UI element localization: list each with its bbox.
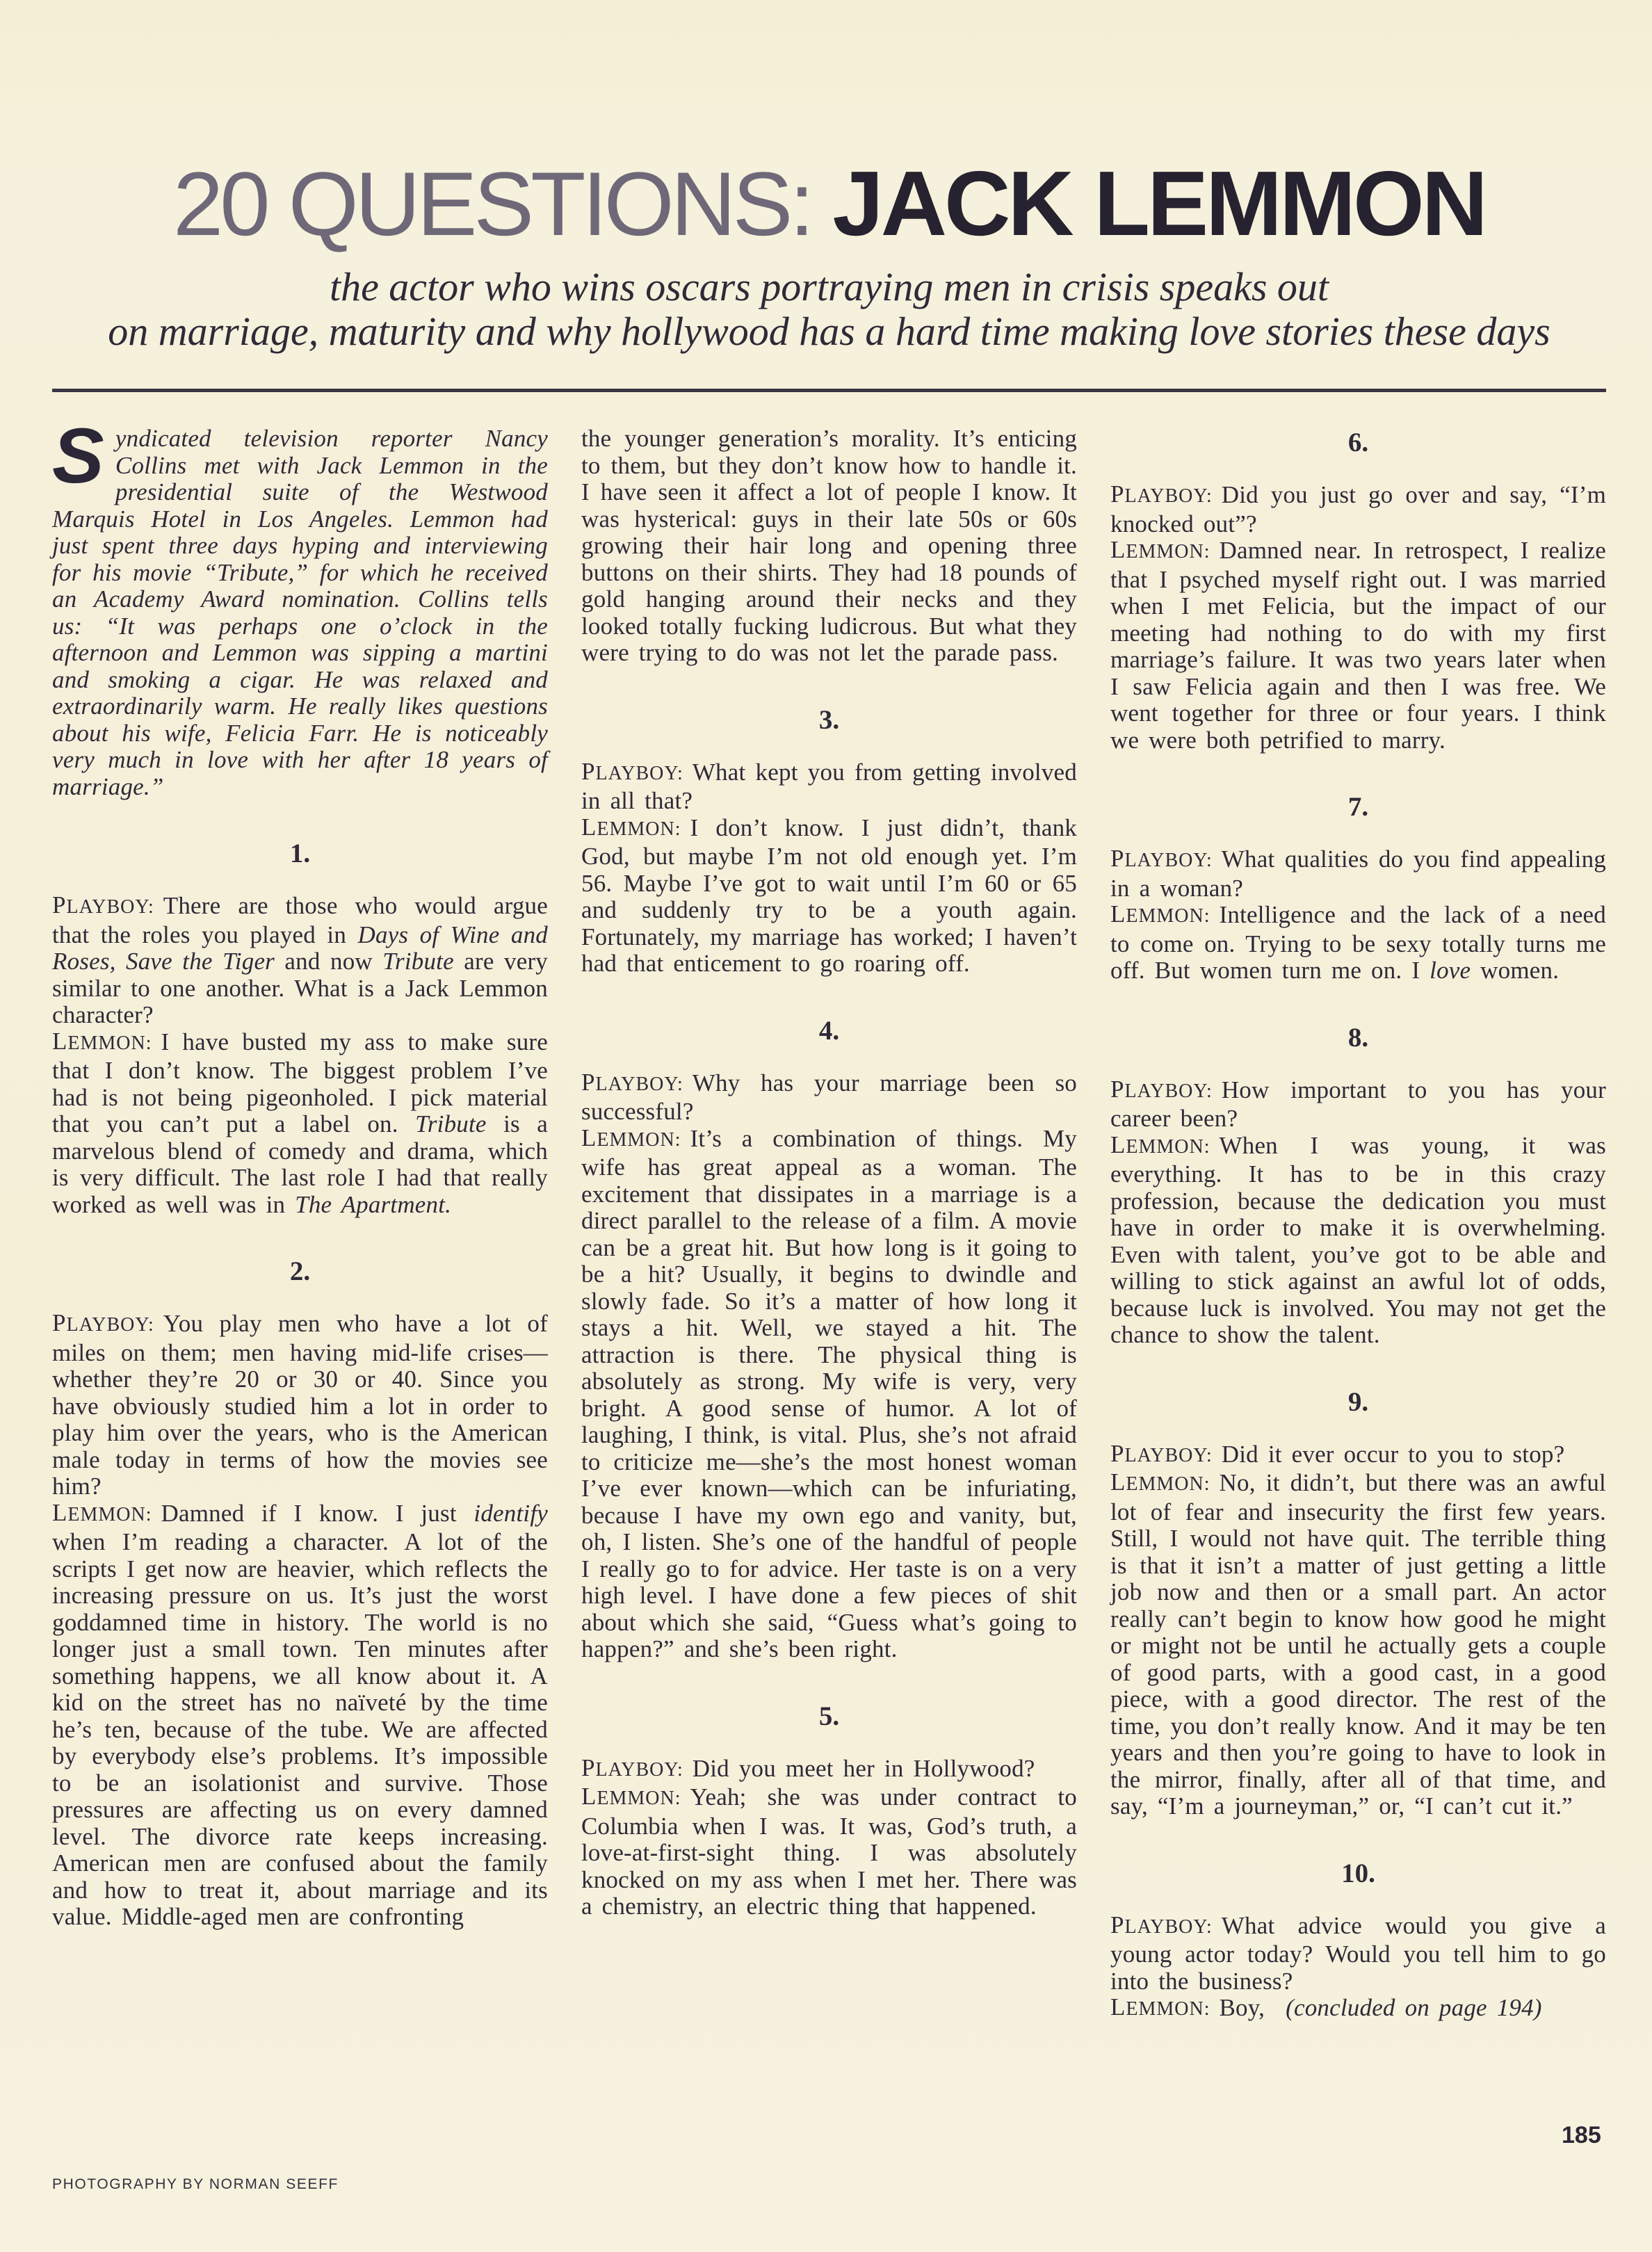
text-run: What kept you from getting involved in all that? — [581, 758, 1077, 815]
qa-paragraph — [581, 815, 1077, 978]
italic-run: yndicated television reporter Nancy Collins met with Jack Lemmon in the presidential suite of the Westwood Marquis Hotel in Los Angeles. Lemmon had just spent three days hyping and interviewing for his movie “Tribute,” for which he received an Academy Award nomination. Collins tells us: “It was perhaps one o’clock in the afternoon and Lemmon was sipping a martini and smoking a cigar. He was relaxed and extraordinarily warm. He really likes questions about his wife, Felicia Farr. He is noticeably very much in love with her after 18 years of marriage.” — [52, 425, 548, 800]
header-divider — [52, 389, 1606, 392]
italic-run: love — [1430, 957, 1471, 985]
qa-paragraph — [1110, 1441, 1606, 1471]
speaker-label: PLAYBOY: — [52, 891, 154, 919]
column-3 — [1110, 426, 1606, 2160]
text-run: I don’t know. I just didn’t, thank God, but maybe I’m not old enough yet. I’m 56. Maybe I’ve got to wait until I’m 60 or 65 and suddenly try to be a youth again. Fortunately, my marriage has worked; I haven’t had that enticement to go roaring off. — [581, 813, 1077, 978]
question-number: 7. — [1347, 792, 1369, 823]
text-run: What advice would you give a young actor today? Would you tell him to go into the business? — [1110, 1911, 1606, 1995]
article-header — [52, 15, 1606, 392]
qa-paragraph — [1110, 846, 1606, 902]
speaker-label: LEMMON: — [1110, 1993, 1210, 2021]
text-run: Why has your marriage been so successful? — [581, 1069, 1077, 1126]
speaker-label: LEMMON: — [581, 1783, 681, 1810]
question-number: 5. — [818, 1701, 840, 1731]
qa-paragraph — [1110, 1133, 1606, 1349]
question-number: 3. — [818, 704, 840, 735]
qa-paragraph — [581, 759, 1077, 815]
italic-run: Days of Wine and Roses, Save the Tiger — [52, 921, 548, 975]
qa-paragraph — [581, 1784, 1077, 1920]
text-run: It’s a combination of things. My wife has great appeal as a woman. The excitement that dissipates in a marriage is a direct parallel to the release of a film. A movie can be a great hit. But how long is it going to be a hit? Usually, it begins to dwindle and slowly fade. So it’s a matter of how long it stays a hit. Well, we stayed a hit. The attraction is there. The physical thing is absolutely as strong. My wife is very, very bright. A good sense of humor. A lot of laughing, I think, is vital. Plus, she’s not afraid to criticize me—she’s the most honest woman I’ve ever known—which can be infuriating, because I have my own ego and vanity, but, oh, I listen. She’s one of the handful of people I really go to for advice. Her taste is on a very high level. I have done a few pieces of shit about which she said, “Guess what’s going to happen?” and she’s been right. — [581, 1124, 1077, 1663]
title-name: JACK LEMMON — [832, 152, 1486, 255]
speaker-label: LEMMON: — [1110, 536, 1210, 564]
qa-paragraph — [581, 1753, 1077, 1785]
question-number: 8. — [1347, 1022, 1369, 1053]
speaker-label: LEMMON: — [581, 813, 681, 841]
speaker-label: PLAYBOY: — [581, 757, 683, 785]
speaker-label: PLAYBOY: — [581, 1753, 683, 1781]
qa-paragraph — [1110, 537, 1606, 754]
text-run: Yeah; she was under contract to Columbia when I was. It was, God’s truth, a love-at-first-sight thing. I was absolutely knocked on my ass when I met her. There was a chemistry, an electric thing that happened. — [581, 1783, 1077, 1920]
text-run: is a marvelous blend of comedy and drama, which is very difficult. The last role I had that really worked as well was in — [52, 1110, 548, 1218]
speaker-label: PLAYBOY: — [1110, 1075, 1213, 1103]
text-run: There are those who would argue that the roles you played in — [52, 892, 548, 948]
qa-paragraph — [1110, 902, 1606, 985]
qa-paragraph — [52, 1311, 548, 1500]
qa-paragraph — [1110, 1077, 1606, 1133]
qa-paragraph — [1110, 1995, 1606, 2024]
text-run: What qualities do you find appealing in a woman? — [1110, 845, 1606, 902]
text-run: women. — [1471, 957, 1560, 985]
question-number: 4. — [818, 1015, 840, 1046]
text-run: the younger generation’s morality. It’s enticing to them, but they don’t know how to handle it. I have seen it affect a lot of people I know. It was hysterical: guys in their late 50s or 60s growing their hair long and opening three buttons on their shirts. They had 18 pounds of gold hanging around their necks and they looked totally fucking ludicrous. But what they were trying to do was not let the parade pass. — [581, 425, 1077, 667]
speaker-label: PLAYBOY: — [1110, 1439, 1213, 1467]
question-number: 6. — [1347, 428, 1369, 458]
italic-run: The Apartment. — [295, 1190, 452, 1218]
text-run: Did it ever occur to you to stop? — [1221, 1440, 1565, 1468]
speaker-label: LEMMON: — [1110, 900, 1210, 928]
title-prefix: 20 QUESTIONS: — [172, 153, 811, 255]
qa-paragraph — [1110, 1470, 1606, 1820]
speaker-label: LEMMON: — [52, 1027, 152, 1055]
text-run: Did you just go over and say, “I’m knocked out”? — [1110, 481, 1606, 537]
intro-paragraph — [52, 412, 548, 800]
question-number: 2. — [289, 1256, 311, 1287]
continued-paragraph — [581, 426, 1077, 667]
qa-paragraph — [581, 1126, 1077, 1663]
qa-paragraph — [581, 1070, 1077, 1126]
qa-paragraph — [52, 1029, 548, 1219]
qa-paragraph — [1110, 482, 1606, 537]
text-run: Intelligence and the lack of a need to come on. Trying to be sexy totally turns me off. But women turn me on. I — [1110, 901, 1606, 985]
question-number: 1. — [289, 839, 311, 869]
page-content — [52, 0, 1606, 2160]
text-run: and now — [275, 948, 383, 975]
qa-paragraph — [52, 1500, 548, 1931]
italic-run: Tribute — [382, 948, 454, 975]
speaker-label: PLAYBOY: — [1110, 480, 1213, 508]
text-run: When I was young, it was everything. It has to be in this crazy profession, because the dedication you must have in order to make it is overwhelming. Even with talent, you’ve got to be able and willing to stick against an awful lot of odds, because luck is involved. You may not get the chance to show the talent. — [1110, 1131, 1606, 1349]
speaker-label: PLAYBOY: — [1110, 845, 1213, 873]
subtitle-line-1: the actor who wins oscars portraying men in crisis speaks out — [329, 264, 1329, 310]
article-body — [52, 412, 1606, 2160]
text-run: How important to you has your career been? — [1110, 1076, 1606, 1133]
italic-run: (concluded on page 194) — [1286, 1994, 1542, 2022]
text-run: when I’m reading a character. A lot of the scripts I get now are heavier, which reflects the increasing pressure on us. It’s just the worst goddamned time in history. The world is no longer just a small town. Ten minutes after something happens, we all know about it. A kid on the street has no naïveté by the time he’s ten, because of the tube. We are affected by everybody else’s problems. It’s impossible to be an isolationist and survive. Those pressures are affecting us on every damned level. The divorce rate keeps increasing. American men are confused about the family and how to treat it, about marriage and its value. Middle-aged men are confronting — [52, 1528, 548, 1931]
text-run: Did you meet her in Hollywood? — [692, 1754, 1035, 1782]
photo-credit: PHOTOGRAPHY BY NORMAN SEEFF — [52, 2176, 339, 2192]
page-number: 185 — [1562, 2122, 1601, 2148]
speaker-label: PLAYBOY: — [52, 1309, 154, 1337]
text-run: Boy, — [1219, 1994, 1265, 2022]
speaker-label: LEMMON: — [1110, 1468, 1210, 1496]
italic-run: Tribute — [415, 1110, 487, 1138]
article-title — [52, 15, 1606, 255]
subtitle-line-2: on marriage, maturity and why hollywood has a hard time making love stories these days — [108, 309, 1550, 355]
italic-run: identify — [473, 1499, 548, 1527]
text-run: No, it didn’t, but there was an awful lot of fear and insecurity the first few years. Still, I would not have quit. The terrible thing is that it isn’t a matter of just getting a little job now and then or a small part. An actor really can’t begin to know how good he might or might not be until he actually gets a couple of good parts, with a good cast, in a good piece, with a good director. The rest of the time, you don’t really know. And it may be ten years and then you’re going to have to look in the mirror, finally, after all of that time, and say, “I’m a journeyman,” or, “I can’t cut it.” — [1110, 1469, 1606, 1820]
speaker-label: PLAYBOY: — [581, 1068, 683, 1096]
question-number: 9. — [1347, 1386, 1369, 1417]
speaker-label: LEMMON: — [1110, 1131, 1210, 1158]
qa-paragraph — [52, 893, 548, 1029]
text-run: I have busted my ass to make sure that I don’t know. The biggest problem I’ve had is not being pigeonholed. I pick material that you can’t put a label on. — [52, 1028, 548, 1138]
speaker-label: LEMMON: — [581, 1124, 681, 1151]
drop-cap: S — [52, 412, 104, 500]
column-1 — [52, 412, 548, 2160]
qa-paragraph — [1110, 1913, 1606, 1995]
text-run: Damned near. In retrospect, I realize that I psyched myself right out. I was married when I met Felicia, but the impact of our meeting had nothing to do with my first marriage’s failure. It was two years later when I saw Felicia again and then I was free. We went together for three or four years. I think we were both petrified to marry. — [1110, 537, 1606, 754]
column-2 — [581, 426, 1077, 2160]
question-number: 10. — [1341, 1858, 1375, 1888]
text-run: are very similar to one another. What is a Jack Lemmon character? — [52, 948, 548, 1029]
text-run: You play men who have a lot of miles on them; men having mid-life crises—whether they’re 20 or 30 or 40. Since you have obviously studied him a lot in order to play him over the years, who is the American male today in terms of how the movies see him? — [52, 1310, 548, 1500]
article-subtitle — [52, 265, 1606, 354]
speaker-label: LEMMON: — [52, 1498, 152, 1526]
speaker-label: PLAYBOY: — [1110, 1911, 1213, 1938]
text-run: Damned if I know. I just — [161, 1499, 474, 1527]
